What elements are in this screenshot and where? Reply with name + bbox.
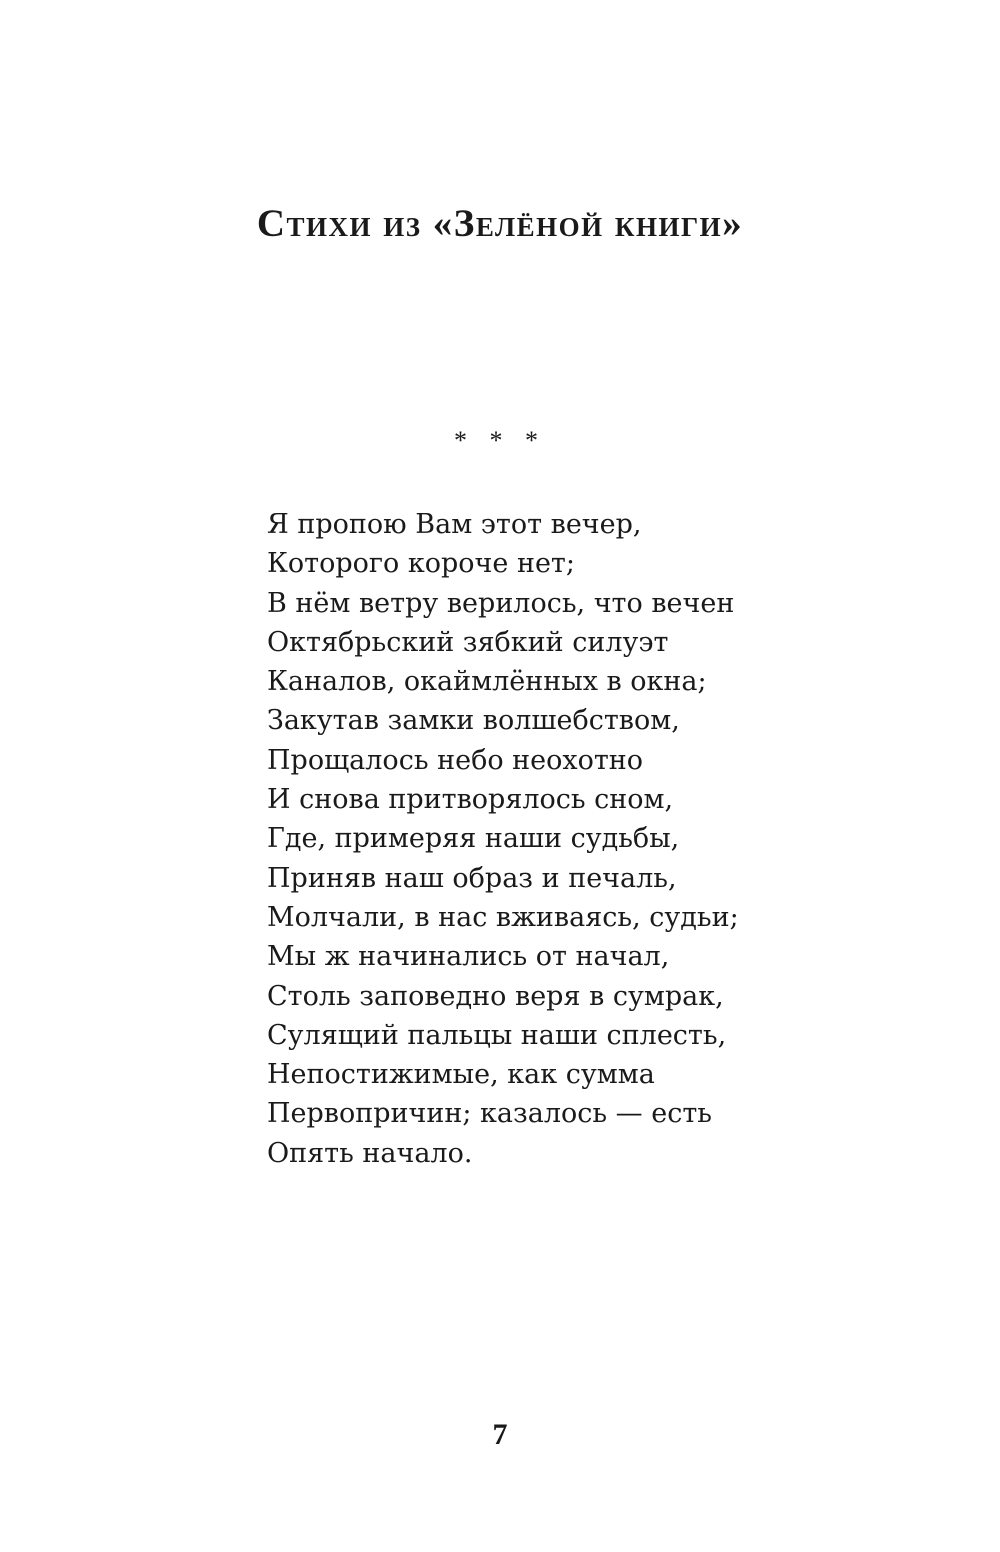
poem-line: Закутав замки волшебством, bbox=[267, 705, 680, 737]
poem-line: И снова притворялось сном, bbox=[267, 784, 674, 816]
poem-line: Молчали, в нас вживаясь, судьи; bbox=[267, 901, 739, 933]
section-separator: * * * bbox=[454, 426, 546, 455]
poem-line: Где, примеряя наши судьбы, bbox=[267, 823, 680, 855]
poem-line: Я пропою Вам этот вечер, bbox=[267, 509, 642, 540]
page-title: Стихи из «Зелёной книги» bbox=[256, 202, 744, 245]
poem-line: Октябрьский зябкий силуэт bbox=[267, 626, 669, 658]
poem-line: Прощалось небо неохотно bbox=[267, 744, 644, 776]
page-number: 7 bbox=[492, 1418, 508, 1451]
poem-line: Непостижимые, как сумма bbox=[267, 1059, 655, 1091]
poem-line: Столь заповедно веря в сумрак, bbox=[267, 980, 724, 1012]
poem-line: Опять начало. bbox=[267, 1137, 473, 1169]
poem-line: Которого короче нет; bbox=[267, 548, 575, 580]
poem-line: Сулящий пальцы наши сплесть, bbox=[267, 1019, 727, 1051]
poem-line: Мы ж начинались от начал, bbox=[267, 941, 670, 973]
poem-line: В нём ветру верилось, что вечен bbox=[267, 587, 735, 619]
poem-line: Каналов, окаймлённых в окна; bbox=[267, 666, 707, 698]
poem-line: Первопричин; казалось — есть bbox=[267, 1098, 712, 1130]
poem bbox=[267, 505, 887, 1173]
poem-line: Приняв наш образ и печаль, bbox=[267, 862, 677, 894]
